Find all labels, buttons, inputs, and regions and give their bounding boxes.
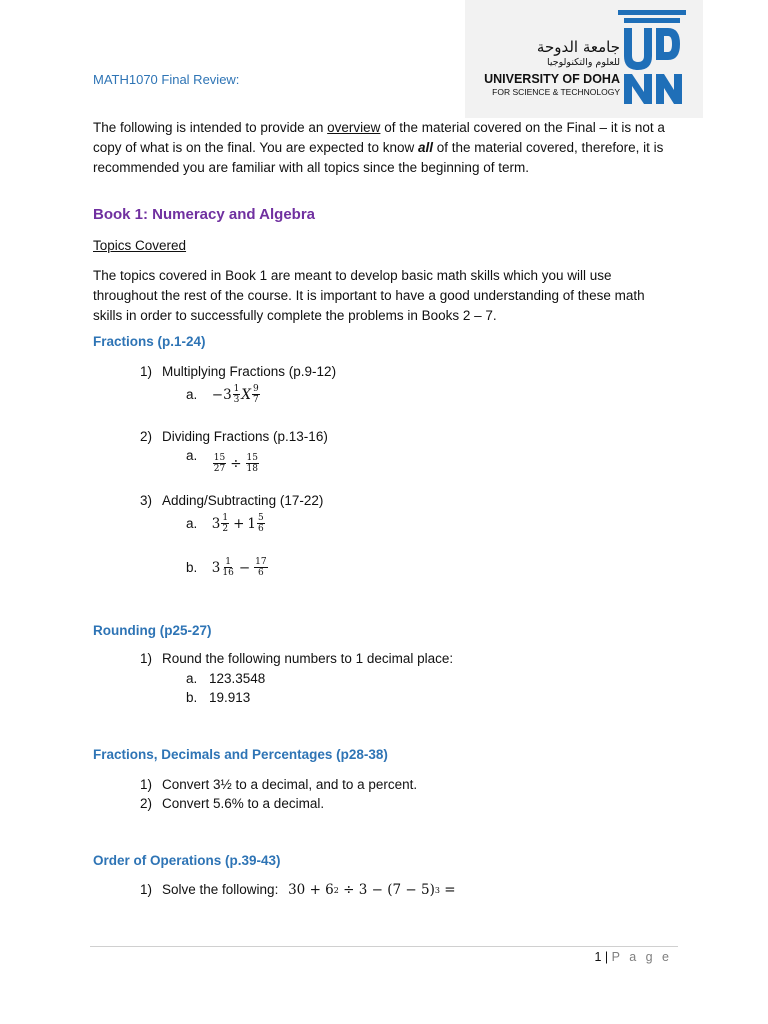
fdp-heading: Fractions, Decimals and Percentages (p28-38) (93, 747, 388, 762)
footer-divider (90, 946, 678, 947)
ops-question-1: 1) Solve the following: 30 + 6 2 ÷ 3 − (7 − 5) 3 = (140, 882, 456, 898)
fractions-question-1: 1) Multiplying Fractions (p.9-12) (140, 364, 337, 379)
rounding-heading: Rounding (p25-27) (93, 623, 212, 638)
fractions-heading: Fractions (p.1-24) (93, 334, 206, 349)
intro-underlined: overview (327, 120, 381, 135)
rounding-question-1: 1) Round the following numbers to 1 decimal place: (140, 651, 454, 666)
rounding-item-b: b. 19.913 (186, 690, 251, 705)
university-logo-text (470, 38, 620, 97)
logo-arabic-sub: للعلوم والتكنولوجيا (546, 57, 620, 68)
fractions-question-3: 3) Adding/Subtracting (17-22) (140, 493, 324, 508)
intro-emph: all (417, 140, 433, 155)
page-title: MATH1070 Final Review: (93, 72, 240, 87)
logo-university-name: UNIVERSITY OF DOHA (484, 72, 620, 86)
ops-heading: Order of Operations (p.39-43) (93, 853, 281, 868)
topics-paragraph: The topics covered in Book 1 are meant to develop basic math skills which you will use throughout the rest of the course. It is important to have a good understanding of these math skills in order to successfully complete the problems in Books 2 – 7. (93, 268, 645, 323)
intro-post: of the material covered, therefore, it is recommended you are familiar with all topics since the beginning of term. (93, 140, 664, 175)
intro-mid: of the material covered on the Final – it is not a copy of what is on the final. You are expected to know (93, 120, 665, 155)
fractions-q3b-expression: b. 3 $\frac{1}{16}$ − $\frac{17}{6}$ (186, 557, 267, 578)
fractions-question-2: 2) Dividing Fractions (p.13-16) (140, 429, 328, 444)
topics-label: Topics Covered (93, 238, 187, 253)
fractions-q2-expression: a. $\frac{15}{27}$ ÷ $\frac{15}{18}$ (186, 448, 258, 474)
fractions-q1-expression: a. −3 $\frac{1}{3}$ X $\frac{9}{7}$ (186, 384, 259, 405)
page-number: 1 | P a g e (594, 950, 672, 964)
book-title: Book 1: Numeracy and Algebra (93, 206, 316, 223)
ops-expression: 30 + 6 2 ÷ 3 − (7 − 5) 3 = (288, 882, 456, 898)
intro-pre: The following is intended to provide an (93, 120, 328, 135)
intro-paragraph (93, 118, 673, 178)
logo-arabic-name: جامعة الدوحة (536, 38, 620, 56)
university-logo-mark (616, 10, 688, 106)
fdp-question-2: 2) Convert 5.6% to a decimal. (140, 796, 325, 811)
rounding-item-a: a. 123.3548 (186, 671, 266, 686)
logo-university-sub: FOR SCIENCE & TECHNOLOGY (492, 87, 620, 97)
fdp-question-1: 1) Convert 3½ to a decimal, and to a percent. (140, 777, 418, 792)
fractions-q3a-expression: a. 3 $\frac{1}{2}$ + 1 $\frac{5}{6}$ (186, 513, 264, 534)
